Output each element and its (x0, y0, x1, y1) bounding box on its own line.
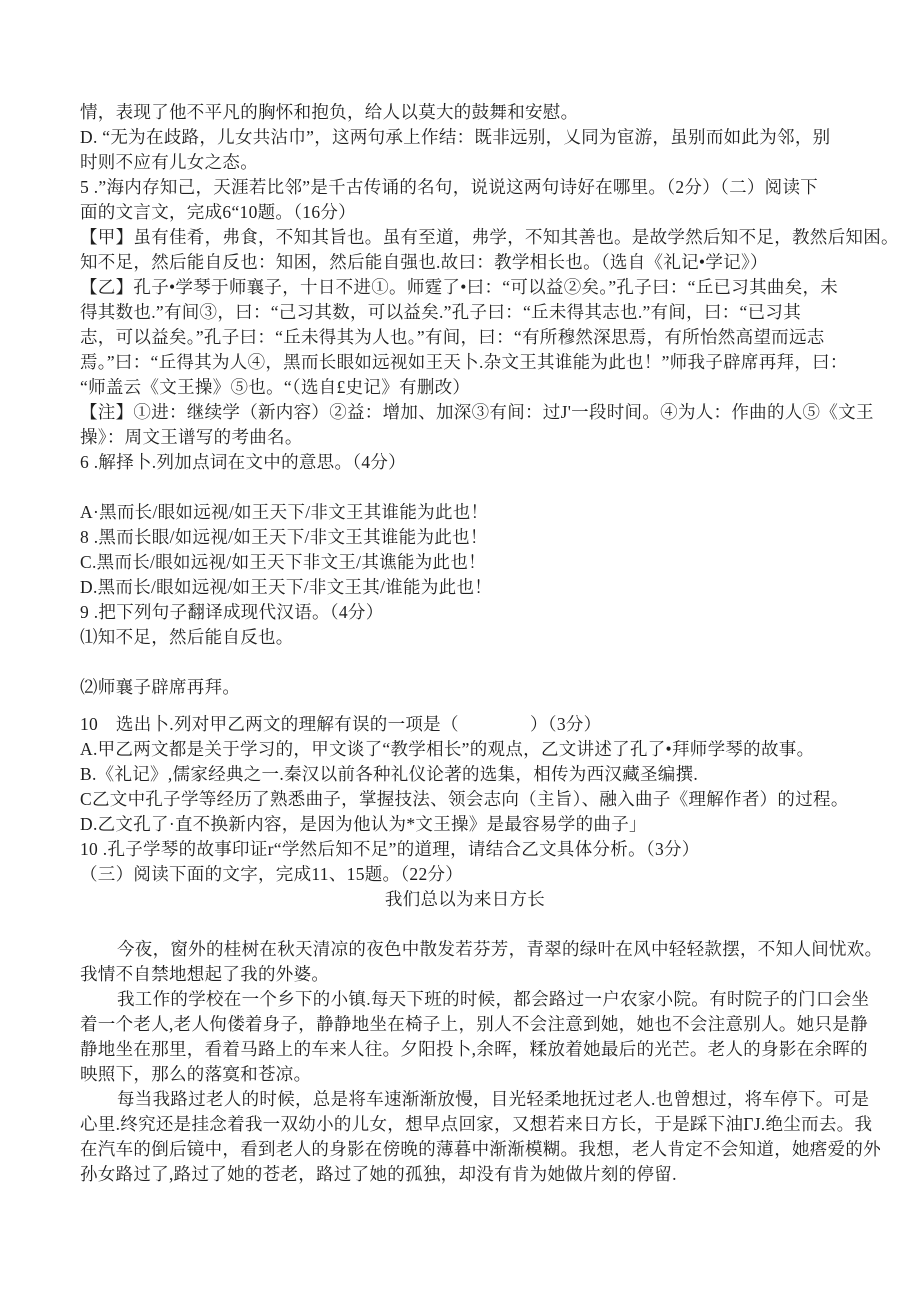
essay-para1-line1: 今夜，窗外的桂树在秋天清凉的夜色中散发若芬芳，青翠的绿叶在风中轻轻款摆，不知人间忧欢。 (117, 939, 883, 959)
line-passage-yi-2: 得其数也.”有间③，曰：“己习其数，可以益矣.”孔子曰：“丘未得其志也.”有间，曰：“已习其 (80, 302, 802, 322)
line-notes-2: 操》：周文王谱写的考曲名。 (80, 427, 303, 447)
line-section-three-header: （三）阅读下面的文字，完成11、15题。（22分） (80, 864, 464, 884)
essay-para2-line1: 我工作的学校在一个乡下的小镇.每天下班的时候，都会路过一户农家小院。有时院子的门口会坐 (117, 989, 870, 1009)
line-duanju-option-c: C.黑而长/眼如远视/如王天下非文王/其谯能为此也！ (80, 552, 486, 572)
essay-para3-line1: 每当我路过老人的时候，总是将车速渐渐放慢，目光轻柔地抚过老人.也曾想过，将车停下。可是 (117, 1089, 870, 1109)
line-q10-option-a: A.甲乙两文都是关于学习的，甲文谈了“教学相长”的观点，乙文讲述了孔了•拜师学琴的故事。 (80, 739, 815, 759)
essay-para2-line2: 着一个老人,老人佝偻着身子，静静地坐在椅子上，别人不会注意到她，她也不会注意别人。她只是静 (80, 1014, 868, 1034)
essay-para3-line3: 在汽车的倒后镜中，看到老人的身影在傍晚的薄暮中渐渐模糊。我想，老人肯定不会知道，她瘩爱的外 (80, 1139, 881, 1159)
line-q10-option-b: B.《礼记》,儒家经典之一.秦汉以前各种礼仪论著的选集，相传为西汉藏圣编撰. (80, 764, 699, 784)
document-text-block (80, 100, 899, 1187)
line-duanju-option-a: A·黑而长/眼如远视/如王天下/非文王其谁能为此也！ (80, 502, 489, 522)
line-question-10-choice: 10 选出卜.列对甲乙两文的理解有误的一项是（ ）（3分） (80, 714, 602, 734)
line-passage-jia-1: 【甲】虽有佳肴，弗食，不知其旨也。虽有至道，弗学，不知其善也。是故学然后知不足，教然后知困。 (80, 227, 899, 247)
line-option-d-poem-cont: 时则不应有儿女之态。 (80, 152, 258, 172)
essay-title: 我们总以为来日方长 (384, 889, 546, 909)
essay-para3-line2: 心里.终究还是挂念着我一双幼小的儿女，想早点回家，又想若来日方长，于是踩下油ΓJ.绝尘而去。我 (80, 1114, 873, 1134)
line-q10-option-c: C乙文中孔子学等经历了熟悉曲子，掌握技法、领会志向（主旨）、融入曲子《理解作者）的过程。 (80, 789, 849, 809)
line-passage-jia-2: 知不足，然后能自反也：知困，然后能自强也.故曰：教学相长也。（选自《礼记•学记》） (80, 252, 768, 272)
essay-para2-line3: 静地坐在那里，看着马路上的车来人往。夕阳投卜,余晖，糅放着她最后的光芒。老人的身影在余晖的 (80, 1039, 868, 1059)
line-option-d-poem: D. “无为在歧路，儿女共沾巾”，这两句承上作结：既非远别，乂同为宦游，虽别而如此为邻，别 (80, 127, 831, 147)
line-duanju-option-d: D.黑而长/眼如远视/如王天下/非文王其/谁能为此也！ (80, 577, 493, 597)
line-question-9-sub1: ⑴知不足，然后能自反也。 (80, 627, 294, 647)
line-question-5-cont: 面的文言文，完成6“10题。（16分） (80, 202, 356, 222)
line-passage-yi-5: “师盖云《文王操》⑤也。“（选自£史记》有删改） (80, 377, 471, 397)
line-prev-analysis-end: 情，表现了他不平凡的胸怀和抱负，给人以莫大的鼓舞和安慰。 (80, 102, 579, 122)
essay-para3-line4: 孙女路过了,路过了她的苍老，路过了她的孤独，却没有肯为她做片刻的停留. (80, 1164, 677, 1184)
line-question-6: 6 .解择卜.列加点词在文中的意思。（4分） (80, 452, 406, 472)
essay-para2-line4: 映照下，那么的落寞和苍凉。 (80, 1064, 312, 1084)
line-question-9: 9 .把下列句子翻译成现代汉语。（4分） (80, 602, 384, 622)
line-notes-1: 【注】①进：继续学（新内容）②益：增加、加深③有间：过J'一段时间。④为人：作曲的人⑤《文王 (80, 402, 874, 422)
line-question-5: 5 .”海内存知己，天涯若比邻”是千古传诵的名句，说说这两句诗好在哪里。（2分）（二）阅读下 (80, 177, 819, 197)
line-passage-yi-3: 志，可以益矣。”孔子曰：“丘未得其为人也。”有间，曰：“有所穆然深思焉，有所怡然高望而远志 (80, 327, 825, 347)
line-duanju-option-b: 8 .黑而长眼/如远视/如王天下/非文王其谁能为此也！ (80, 527, 488, 547)
line-q10-option-d: D.乙文孔了·直不换新内容，是因为他认为*文王操》是最容易学的曲子」 (80, 814, 647, 834)
line-question-9-sub2: ⑵师襄子辟席再拜。 (80, 677, 241, 697)
essay-para1-line2: 我情不自禁地想起了我的外婆。 (80, 964, 330, 984)
line-question-10-analysis: 10 .孔子学琴的故事印证r“学然后知不足”的道理，请结合乙文具体分析。（3分） (80, 839, 700, 859)
line-passage-yi-4: 焉。”曰：“丘得其为人④，黑而长眼如远视如王天卜.杂文王其谁能为此也！”师我子辟席再拜，曰： (80, 352, 848, 372)
line-passage-yi-1: 【乙】孔子•学琴于师襄子，十日不进①。师霆了•曰：“可以益②矣。”孔子曰：“丘已习其曲矣，未 (80, 277, 839, 297)
